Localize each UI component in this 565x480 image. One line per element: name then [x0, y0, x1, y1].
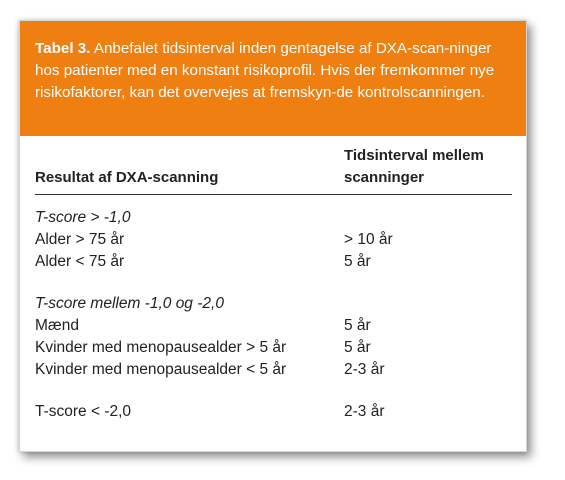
table-row: [35, 401, 512, 423]
table-header: [35, 145, 512, 195]
row-label: Alder < 75 år: [35, 253, 125, 270]
row-label: Kvinder med menopausealder > 5 år: [35, 339, 287, 356]
row-label: Kvinder med menopausealder < 5 år: [35, 361, 287, 378]
group-spacer: [35, 273, 512, 293]
row-value: > 10 år: [344, 231, 393, 248]
group-title-text: T-score mellem -1,0 og -2,0: [35, 295, 224, 312]
caption-text: Anbefalet tidsinterval inden gentagelse af DXA-scan-ninger hos patienter med en konstant risikoprofil. Hvis der fremkommer nye risikofaktorer, kan det overvejes at fremskyn-de kontrolscanningen.: [35, 40, 495, 101]
table-row: [35, 337, 512, 359]
row-value: 5 år: [344, 339, 371, 356]
row-label: T-score < -2,0: [35, 403, 132, 420]
table-card: [19, 20, 527, 452]
group-title: [35, 293, 512, 315]
row-value: 5 år: [344, 317, 371, 334]
row-label: Mænd: [35, 317, 79, 334]
row-value: 5 år: [344, 253, 371, 270]
row-value: 2-3 år: [344, 361, 385, 378]
group-spacer: [35, 381, 512, 401]
row-value: 2-3 år: [344, 403, 385, 420]
table-caption: [20, 21, 526, 136]
table-row: [35, 359, 512, 381]
table-row: [35, 229, 512, 251]
group-title-text: T-score > -1,0: [35, 209, 131, 226]
group-title: [35, 207, 512, 229]
row-label: Alder > 75 år: [35, 231, 125, 248]
caption-label: Tabel 3.: [35, 40, 91, 57]
header-interval: Tidsinterval mellem scanninger: [344, 147, 484, 186]
header-result: Resultat af DXA-scanning: [35, 169, 219, 186]
table-body: [35, 207, 512, 423]
table-row: [35, 315, 512, 337]
table-row: [35, 251, 512, 273]
